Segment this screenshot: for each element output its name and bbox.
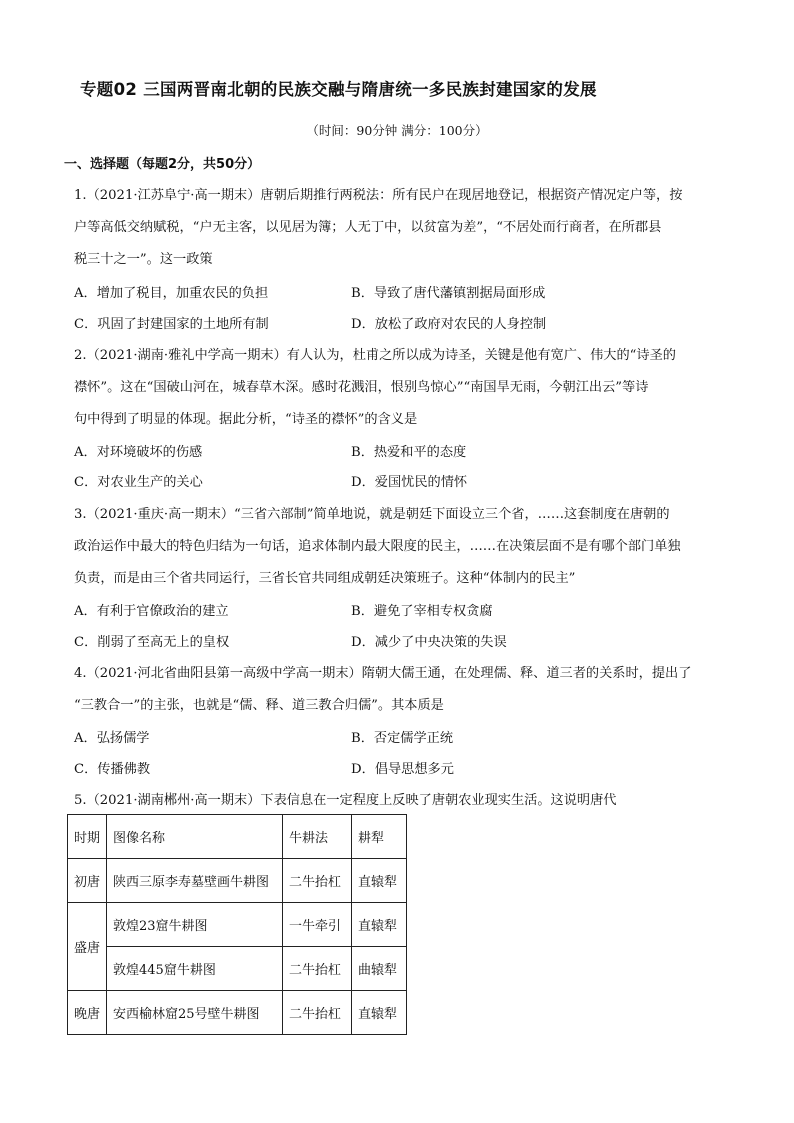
question-1-option-d: D．放松了政府对农民的人身控制	[351, 317, 547, 332]
table-cell: 初唐	[68, 859, 107, 903]
table-header-cell: 耕犁	[352, 815, 407, 859]
table-row	[68, 947, 407, 991]
question-3-option-c: C．削弱了至高无上的皇权	[74, 635, 230, 650]
question-1-option-a: A．增加了税目，加重农民的负担	[74, 286, 269, 301]
question-1-option-c: C．巩固了封建国家的土地所有制	[74, 317, 269, 332]
question-2-option-a: A．对环境破坏的伤感	[74, 445, 203, 460]
question-2-line-3: 句中得到了明显的体现。据此分析，“诗圣的襟怀”的含义是	[74, 412, 418, 427]
question-2-line-2: 襟怀”。这在“国破山河在，城春草木深。感时花溅泪，恨别鸟惊心”“南国旱无雨，今朝江出云”等诗	[74, 380, 649, 395]
table-cell: 二牛抬杠	[283, 991, 352, 1035]
question-3-line-2: 政治运作中最大的特色归结为一句话，追求体制内最大限度的民主，……在决策层面不是有哪个部门单独	[74, 539, 681, 554]
table-cell: 直辕犁	[352, 859, 407, 903]
table-cell: 直辕犁	[352, 903, 407, 947]
table-header-cell: 图像名称	[107, 815, 283, 859]
table-cell: 敦煌23窟牛耕图	[107, 903, 283, 947]
question-3-line-3: 负责，而是由三个省共同运行，三省长官共同组成朝廷决策班子。这种“体制内的民主”	[74, 571, 576, 586]
table-row	[68, 859, 407, 903]
table-cell: 二牛抬杠	[283, 859, 352, 903]
table-cell: 一牛牵引	[283, 903, 352, 947]
table-header-row	[68, 815, 407, 859]
question-2-line-1: 2.（2021·湖南·雅礼中学高一期末）有人认为，杜甫之所以成为诗圣，关键是他有宽广、伟大的“诗圣的	[74, 348, 676, 363]
table-row	[68, 903, 407, 947]
question-2-option-b: B．热爱和平的态度	[351, 445, 467, 460]
question-3-option-d: D．减少了中央决策的失误	[351, 635, 507, 650]
table-cell: 陕西三原李寿墓壁画牛耕图	[107, 859, 283, 903]
question-3-option-a: A．有利于官僚政治的建立	[74, 604, 229, 619]
farming-info-table	[67, 814, 407, 1035]
question-4-line-1: 4.（2021·河北省曲阳县第一高级中学高一期末）隋朝大儒王通，在处理儒、释、道三者的关系时，提出了	[74, 666, 692, 681]
table-cell: 二牛抬杠	[283, 947, 352, 991]
table-cell: 安西榆林窟25号壁牛耕图	[107, 991, 283, 1035]
question-4-line-2: “三教合一”的主张，也就是“儒、释、道三教合归儒”。其本质是	[74, 698, 444, 713]
table-cell: 直辕犁	[352, 991, 407, 1035]
page-title: 专题02 三国两晋南北朝的民族交融与隋唐统一多民族封建国家的发展	[80, 80, 597, 99]
table-cell: 盛唐	[68, 903, 107, 991]
question-1-line-3: 税三十之一”。这一政策	[74, 252, 213, 267]
table-row	[68, 991, 407, 1035]
question-1-option-b: B．导致了唐代藩镇割据局面形成	[351, 286, 546, 301]
table-cell: 敦煌445窟牛耕图	[107, 947, 283, 991]
question-3-line-1: 3.（2021·重庆·高一期末）“三省六部制”简单地说，就是朝廷下面设立三个省，……这套制度在唐朝的	[74, 507, 670, 522]
question-2-option-d: D．爱国忧民的情怀	[351, 475, 468, 490]
question-3-option-b: B．避免了宰相专权贪腐	[351, 604, 493, 619]
table-cell: 晚唐	[68, 991, 107, 1035]
table-header-cell: 时期	[68, 815, 107, 859]
table-header-cell: 牛耕法	[283, 815, 352, 859]
question-4-option-d: D．倡导思想多元	[351, 762, 454, 777]
question-4-option-a: A．弘扬儒学	[74, 731, 150, 746]
section-heading: 一、选择题（每题2分，共50分）	[64, 157, 261, 172]
question-4-option-c: C．传播佛教	[74, 762, 151, 777]
question-4-option-b: B．否定儒学正统	[351, 731, 454, 746]
question-1-line-1: 1.（2021·江苏阜宁·高一期末）唐朝后期推行两税法：所有民户在现居地登记，根据资产情况定户等，按	[74, 188, 683, 203]
question-2-option-c: C．对农业生产的关心	[74, 475, 203, 490]
exam-time-score: （时间：90分钟 满分：100分）	[306, 123, 488, 138]
question-1-line-2: 户等高低交纳赋税，“户无主客，以见居为簿；人无丁中，以贫富为差”，“不居处而行商者，在所郡县	[74, 220, 662, 235]
question-5-line-1: 5.（2021·湖南郴州·高一期末）下表信息在一定程度上反映了唐朝农业现实生活。这说明唐代	[74, 793, 617, 808]
table-cell: 曲辕犁	[352, 947, 407, 991]
